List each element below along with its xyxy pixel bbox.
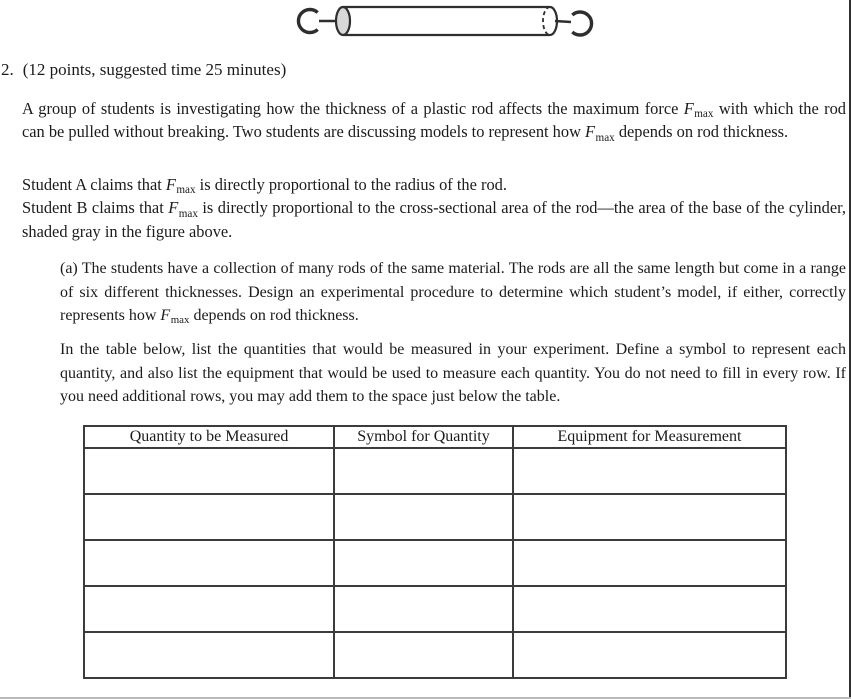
question-number: 2.	[1, 60, 14, 79]
student-claims	[22, 173, 846, 243]
answer-cell	[334, 632, 513, 678]
table-header-row	[84, 426, 786, 448]
answer-cell	[334, 448, 513, 494]
answer-cell	[513, 540, 786, 586]
answer-cell	[84, 494, 334, 540]
answer-cell	[513, 586, 786, 632]
table-row	[84, 448, 786, 494]
table-row	[84, 494, 786, 540]
answer-cell	[84, 448, 334, 494]
fmax-symbol: $F_{max}$	[168, 198, 198, 220]
fmax-symbol: $F_{max}$	[585, 122, 615, 144]
measurement-table-body	[84, 448, 786, 678]
rod-body	[343, 7, 550, 35]
right-connector-line	[555, 21, 571, 22]
right-hook-icon	[572, 12, 591, 35]
answer-cell	[84, 586, 334, 632]
answer-cell	[513, 494, 786, 540]
measurement-table	[83, 425, 787, 679]
part-a-paragraph: (a) The students have a collection of many rods of the same material. The rods are all the same length but come in a range of six different thicknesses. Design an experimental procedure to determine which student’s model, if either, correctly represents how $F_{max}$ depends on rod thickness.	[60, 260, 846, 327]
fmax-symbol: $F_{max}$	[165, 175, 196, 197]
fmax-symbol: $F_{max}$	[683, 99, 714, 121]
rod-figure	[288, 2, 603, 44]
answer-cell	[513, 632, 786, 678]
answer-cell	[84, 632, 334, 678]
answer-cell	[334, 494, 513, 540]
answer-cell	[334, 540, 513, 586]
question-points-label: (12 points, suggested time 25 minutes)	[22, 60, 287, 79]
table-row	[84, 632, 786, 678]
table-row	[84, 586, 786, 632]
student-b-claim: Student B claims that $F_{max}$ is directly proportional to the cross-sectional area of the rod—the area of the base of the cylinder, shaded gray in the figure above.	[22, 198, 846, 241]
column-header-quantity: Quantity to be Measured	[84, 426, 334, 448]
question-header-line	[1, 58, 286, 81]
table-instructions-paragraph: In the table below, list the quantities that would be measured in your experiment. Define a symbol to represent each quantity, and also list the equipment that would be used to measure each quantity. You do not need to fill in every row. If you need additional rows, you may add them to the space just below the table.	[60, 341, 846, 406]
table-row	[84, 540, 786, 586]
fmax-symbol: $F_{max}$	[160, 307, 190, 327]
intro-paragraph: A group of students is investigating how the thickness of a plastic rod affects the maximum force $F_{max}$ with which the rod can be pulled without breaking. Two students are discussing models to represent how $F_{max}$ depends on rod thickness.	[22, 99, 846, 144]
student-a-claim: Student A claims that $F_{max}$ is directly proportional to the radius of the rod.	[22, 175, 507, 197]
column-header-equipment: Equipment for Measurement	[513, 426, 786, 448]
answer-cell	[334, 586, 513, 632]
answer-cell	[513, 448, 786, 494]
rod-end-cap-shaded	[336, 7, 350, 35]
answer-cell	[84, 540, 334, 586]
column-header-symbol: Symbol for Quantity	[334, 426, 513, 448]
rod-hidden-edge	[543, 7, 550, 35]
left-hook-icon	[298, 10, 317, 33]
